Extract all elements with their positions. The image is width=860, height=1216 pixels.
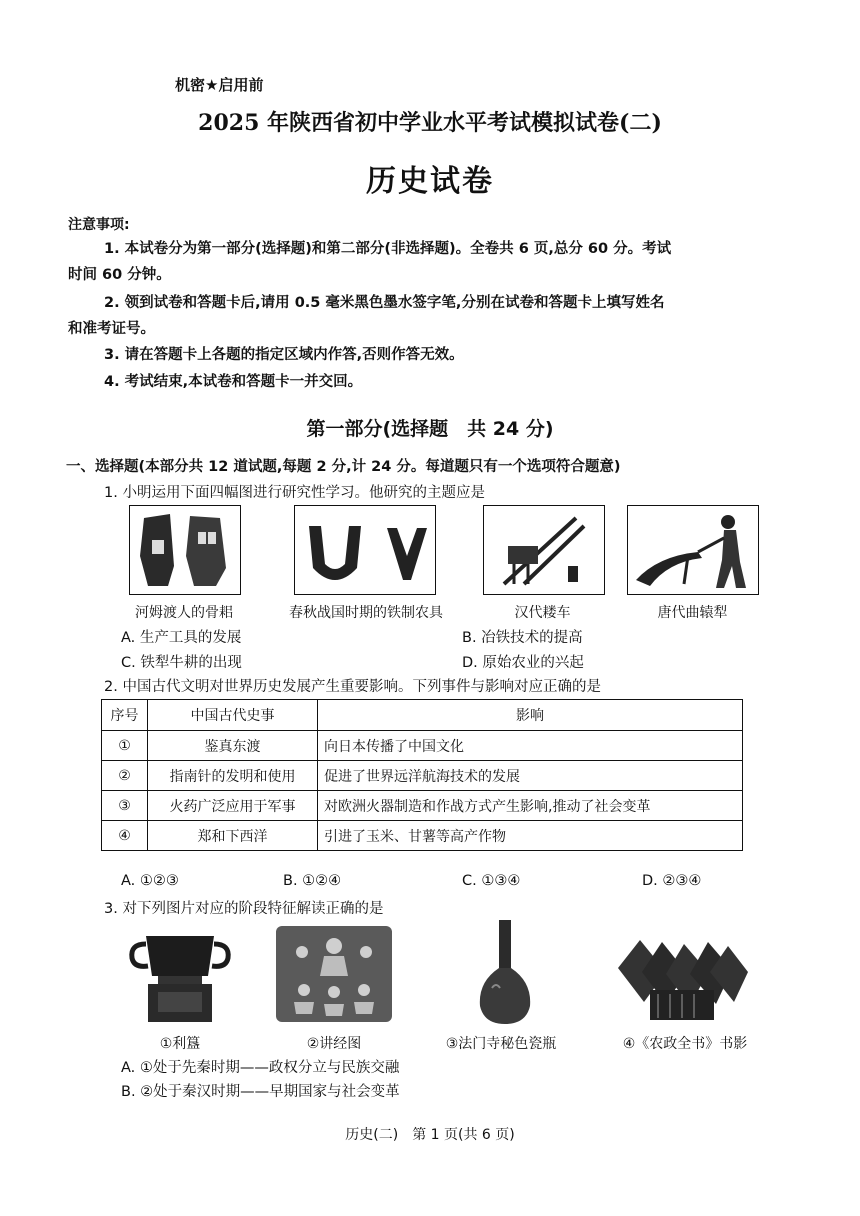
q3-option-b[interactable]: B. ②处于秦汉时期——早期国家与社会变革 <box>121 1084 400 1100</box>
row-impact: 向日本传播了中国文化 <box>318 731 743 761</box>
table-row <box>102 731 743 761</box>
question-3-stem: 3. 对下列图片对应的阶段特征解读正确的是 <box>104 901 384 917</box>
q2-option-c[interactable]: C. ①③④ <box>462 873 521 889</box>
q1-option-c[interactable]: C. 铁犁牛耕的出现 <box>121 655 242 671</box>
question-2-stem: 2. 中国古代文明对世界历史发展产生重要影响。下列事件与影响对应正确的是 <box>104 679 601 695</box>
row-no: ③ <box>102 791 148 821</box>
table-row <box>102 761 743 791</box>
header-impact: 影响 <box>318 700 743 731</box>
row-event: 指南针的发明和使用 <box>148 761 318 791</box>
row-impact: 对欧洲火器制造和作战方式产生影响,推动了社会变革 <box>318 791 743 821</box>
table-row <box>102 821 743 851</box>
events-table <box>101 699 743 851</box>
q3-option-a[interactable]: A. ①处于先秦时期——政权分立与民族交融 <box>121 1060 400 1076</box>
subject-title: 历史试卷 <box>366 164 494 199</box>
q3-caption-3: ③法门寺秘色瓷瓶 <box>445 1036 557 1052</box>
book-pages-icon <box>614 932 750 1027</box>
header-no: 序号 <box>102 700 148 731</box>
q3-caption-2: ②讲经图 <box>306 1036 362 1052</box>
q1-caption-4: 唐代曲辕犁 <box>657 605 728 621</box>
q1-caption-3: 汉代耧车 <box>514 605 571 621</box>
q3-caption-1: ①利簋 <box>159 1036 201 1052</box>
note-4: 4. 考试结束,本试卷和答题卡一并交回。 <box>104 374 363 390</box>
table-header-row <box>102 700 743 731</box>
header-event: 中国古代史事 <box>148 700 318 731</box>
row-no: ② <box>102 761 148 791</box>
row-no: ④ <box>102 821 148 851</box>
note-2: 2. 领到试卷和答题卡后,请用 0.5 毫米黑色墨水签字笔,分别在试卷和答题卡上填写姓名 <box>104 295 665 311</box>
section-instruction: 一、选择题(本部分共 12 道试题,每题 2 分,计 24 分。每道题只有一个选项符合题意) <box>66 459 621 475</box>
q1-option-b[interactable]: B. 冶铁技术的提高 <box>462 630 583 646</box>
part-one-title: 第一部分(选择题 共 24 分) <box>306 418 554 440</box>
q1-option-a[interactable]: A. 生产工具的发展 <box>121 630 242 646</box>
notes-heading: 注意事项: <box>68 217 130 233</box>
row-event: 火药广泛应用于军事 <box>148 791 318 821</box>
curved-plow-icon <box>627 505 759 595</box>
secret-label: 机密★启用前 <box>175 76 264 94</box>
q1-caption-2: 春秋战国时期的铁制农具 <box>289 605 443 621</box>
note-1-cont: 时间 60 分钟。 <box>68 267 171 283</box>
page-footer: 历史(二) 第 1 页(共 6 页) <box>345 1127 515 1143</box>
row-event: 郑和下西洋 <box>148 821 318 851</box>
bone-spade-icon <box>129 505 241 595</box>
seed-drill-icon <box>483 505 605 595</box>
question-1-stem: 1. 小明运用下面四幅图进行研究性学习。他研究的主题应是 <box>104 485 485 501</box>
bronze-gui-icon <box>124 922 236 1027</box>
table-row <box>102 791 743 821</box>
row-impact: 促进了世界远洋航海技术的发展 <box>318 761 743 791</box>
q2-option-a[interactable]: A. ①②③ <box>121 873 179 889</box>
q2-option-d[interactable]: D. ②③④ <box>642 873 702 889</box>
q1-option-d[interactable]: D. 原始农业的兴起 <box>462 655 584 671</box>
q3-caption-4: ④《农政全书》书影 <box>622 1036 748 1052</box>
row-impact: 引进了玉米、甘薯等高产作物 <box>318 821 743 851</box>
note-3: 3. 请在答题卡上各题的指定区域内作答,否则作答无效。 <box>104 347 464 363</box>
iron-hoe-icon <box>294 505 436 595</box>
q1-caption-1: 河姆渡人的骨耜 <box>135 605 233 621</box>
row-no: ① <box>102 731 148 761</box>
note-1: 1. 本试卷分为第一部分(选择题)和第二部分(非选择题)。全卷共 6 页,总分 60 分。考试 <box>104 241 672 257</box>
exam-title: 2025 年陕西省初中学业水平考试模拟试卷(二) <box>198 110 662 136</box>
sutra-lecture-relief-icon <box>274 922 394 1027</box>
q2-option-b[interactable]: B. ①②④ <box>283 873 342 889</box>
note-2-cont: 和准考证号。 <box>68 321 155 337</box>
celadon-vase-icon <box>470 918 540 1028</box>
row-event: 鉴真东渡 <box>148 731 318 761</box>
